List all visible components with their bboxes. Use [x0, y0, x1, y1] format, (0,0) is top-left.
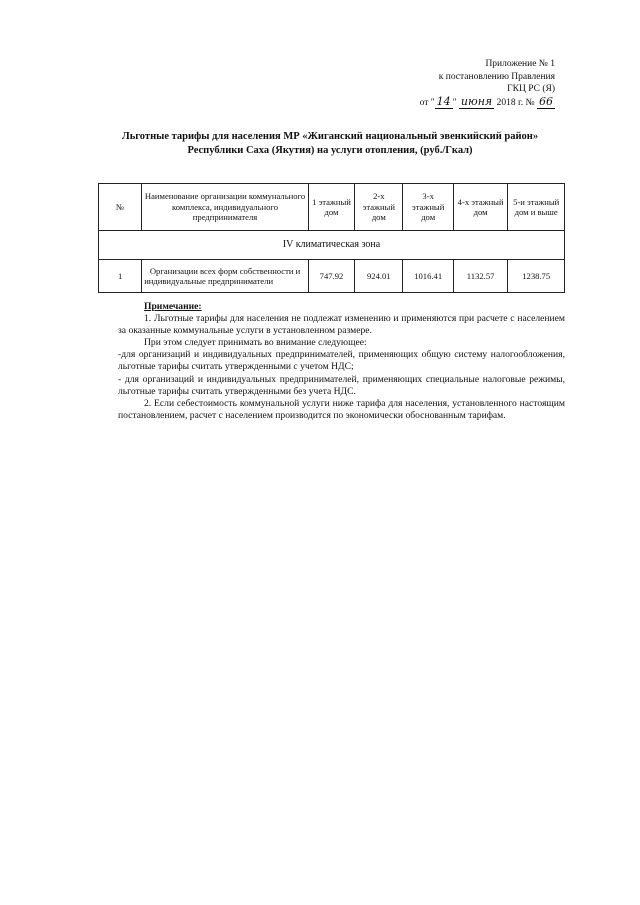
appendix-authority: ГКЦ РС (Я): [507, 84, 555, 94]
climate-zone: IV климатическая зона: [99, 231, 565, 260]
date-day: 14: [436, 94, 451, 108]
date-year: 2018 г. №: [496, 97, 535, 108]
title-line-2: Республики Саха (Якутия) на услуги отопления, (руб./Гкал): [187, 145, 473, 156]
tariff-5-floor: 1238.75: [508, 260, 565, 293]
note-paragraph-5: 2. Если себестоимость коммунальной услуги ниже тарифа для населения, установленного настоящим постановлением, расчет с населением производится по экономически обоснованным тарифам.: [118, 397, 565, 421]
notes-section: [118, 301, 565, 422]
header-4-floor: 4-х этажный дом: [453, 184, 508, 231]
notes-heading: Примечание:: [144, 301, 202, 312]
appendix-title: Приложение № 1: [485, 59, 555, 69]
org-name-text: Организации всех форм собственности и индивидуальные предприниматели: [144, 265, 301, 286]
note-paragraph-4: - для организаций и индивидуальных предпринимателей, применяющих специальные налоговые режимы, льготные тарифы считать утвержденными без учета НДС.: [118, 373, 565, 397]
table-header-row: [99, 184, 565, 231]
title-line-1: Льготные тарифы для населения МР «Жиганский национальный эвенкийский район»: [121, 131, 539, 142]
header-number: №: [99, 184, 142, 231]
date-mid: ": [452, 97, 457, 108]
header-org-name: Наименование организации коммунального комплекса, индивидуального предпринимателя: [142, 184, 309, 231]
date-prefix: от ": [419, 97, 435, 108]
table-row: [99, 260, 565, 293]
header-1-floor: 1 этажный дом: [308, 184, 354, 231]
note-paragraph-1: 1. Льготные тарифы для населения не подлежат изменению и применяются при расчете с населением за оказанные коммунальные услуги в установленном размере.: [118, 313, 565, 337]
appendix-decree-ref: к постановлению Правления: [438, 71, 555, 82]
row-org-name: [142, 260, 309, 293]
header-2-floor: 2-х этажный дом: [355, 184, 403, 231]
tariff-3-floor: 1016.41: [403, 260, 453, 293]
note-paragraph-3: -для организаций и индивидуальных предпринимателей, применяющих общую систему налогообложения, льготные тарифы считать утвержденными с учетом НДС;: [118, 349, 565, 373]
tariff-2-floor: 924.01: [355, 260, 403, 293]
header-3-floor: 3-х этажный дом: [403, 184, 453, 231]
note-paragraph-2: При этом следует принимать во внимание следующее:: [144, 337, 367, 349]
tariff-4-floor: 1132.57: [453, 260, 508, 293]
tariff-table: [98, 183, 565, 293]
tariff-1-floor: 747.92: [308, 260, 354, 293]
appendix-block: [380, 58, 555, 109]
document-title: [100, 130, 560, 158]
doc-number: 66: [539, 94, 553, 108]
appendix-date-line: [380, 96, 555, 110]
date-month: июня: [460, 94, 493, 108]
header-5-floor: 5-и этажный дом и выше: [508, 184, 565, 231]
row-number: 1: [99, 260, 142, 293]
zone-row: [99, 231, 565, 260]
